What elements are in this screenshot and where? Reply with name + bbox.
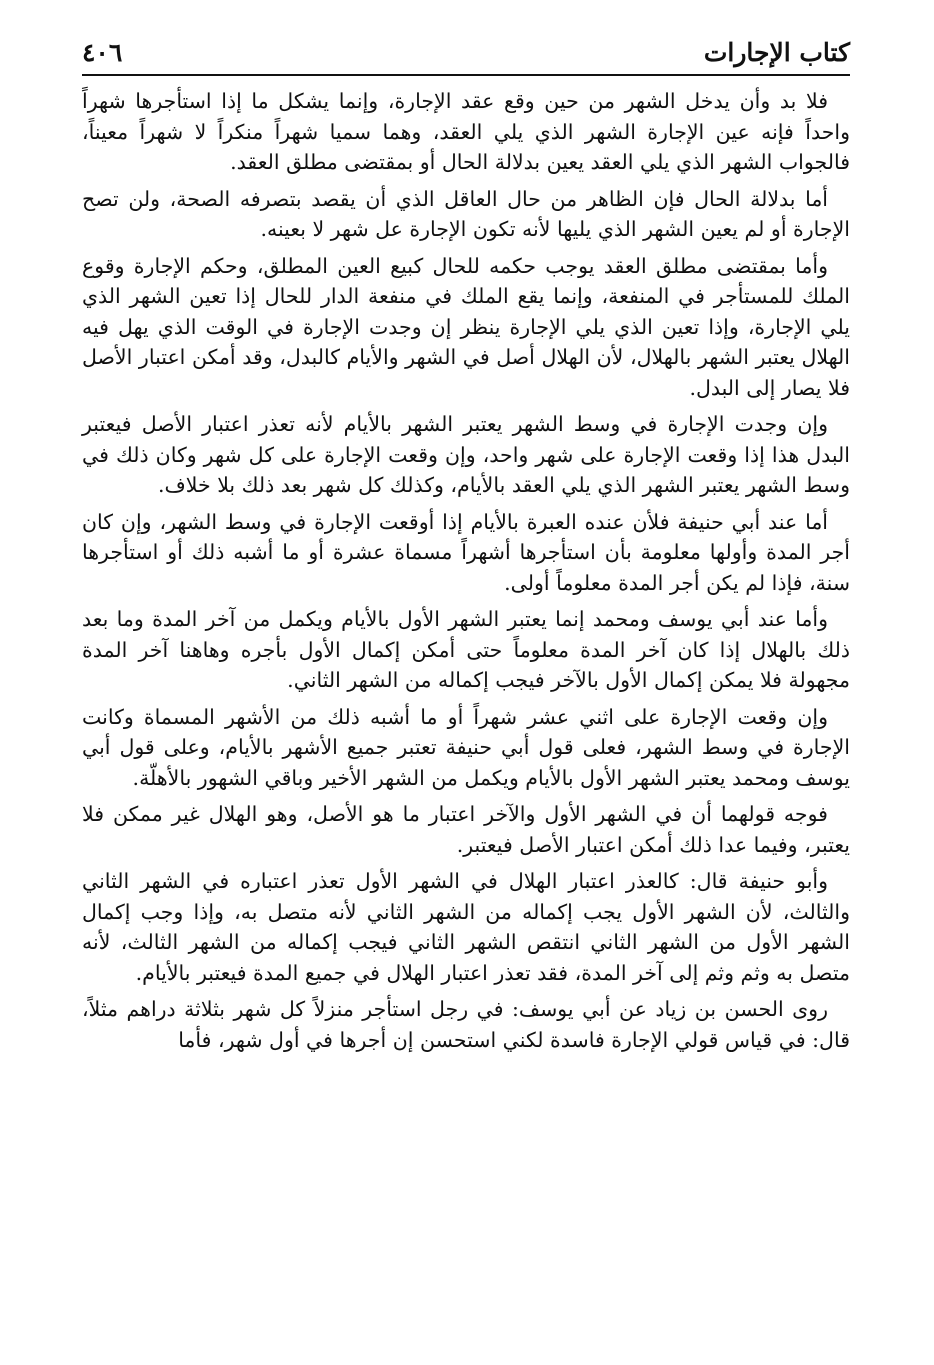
- paragraph: وأما بمقتضى مطلق العقد يوجب حكمه للحال كبيع العين المطلق، وحكم الإجارة وقوع الملك للمستأجر في المنفعة، وإنما يقع الملك في منفعة الدار للحال إذا تعين الشهر الذي يلي الإجارة، وإذا تعين الذي يلي الإجارة ينظر إن وجدت الإجارة في الوقت الذي يهل فيه الهلال يعتبر الشهر بالهلال، لأن الهلال أصل في الشهر والأيام كالبدل، وقد أمكن اعتبار الأصل فلا يصار إلى البدل.: [82, 253, 850, 400]
- page-header: [82, 30, 850, 76]
- paragraph: وأبو حنيفة قال: كالعذر اعتبار الهلال في الشهر الأول تعذر اعتباره في الشهر الثاني والثالث، لأن الشهر الأول يجب إكماله من الشهر الثاني لأنه متصل به، وإذا وجب إكمال الشهر الأول من الشهر الثاني انتقص الشهر الثاني فيجب إكماله من الشهر الثالث، لأنه متصل به وثم وثم إلى آخر المدة، فقد تعذر اعتبار الهلال في جميع المدة فيعتبر بالأيام.: [82, 869, 850, 985]
- paragraph: وإن وقعت الإجارة على اثني عشر شهراً أو ما أشبه ذلك من الأشهر المسماة وكانت الإجارة في وسط الشهر، فعلى قول أبي حنيفة تعتبر جميع الأشهر بالأيام، وعلى قول أبي يوسف ومحمد يعتبر الشهر الأول بالأيام ويكمل من الشهر الأخير وباقي الشهور بالأهلّة.: [82, 704, 850, 790]
- book-title: كتاب الإجارات: [703, 37, 850, 67]
- page-body: [82, 86, 850, 1061]
- paragraph: فلا بد وأن يدخل الشهر من حين وقع عقد الإجارة، وإنما يشكل ما إذا استأجرها شهراً واحداً فإنه عين الإجارة الشهر الذي يلي العقد، وهما سميا شهراً منكراً لا شهراً معيناً، فالجواب الشهر الذي يلي العقد يعين بدلالة الحال أو بمقتضى مطلق العقد.: [82, 89, 850, 174]
- paragraph: أما عند أبي حنيفة فلأن عنده العبرة بالأيام إذا أوقعت الإجارة في وسط الشهر، وإن كان أجر المدة وأولها معلومة بأن استأجرها أشهراً مسماة عشرة أو ما أشبه ذلك أو استأجرها سنة، فإذا لم يكن أجر المدة معلوماً أولى.: [82, 509, 850, 595]
- paragraph: روى الحسن بن زياد عن أبي يوسف: في رجل استأجر منزلاً كل شهر بثلاثة دراهم مثلاً، قال: في قياس قولي الإجارة فاسدة لكني استحسن إن أجرها في أول شهر، فأما: [82, 997, 850, 1052]
- paragraph: وإن وجدت الإجارة في وسط الشهر يعتبر الشهر بالأيام لأنه تعذر اعتبار الأصل فيعتبر البدل هذا إذا وقعت الإجارة على شهر واحد، وإن وقعت الإجارة على كل شهر وكان ذلك في وسط الشهر يعتبر الشهر الذي يلي العقد بالأيام، وكذلك كل شهر بعد ذلك بلا خلاف.: [82, 412, 850, 497]
- paragraph: فوجه قولهما أن في الشهر الأول والآخر اعتبار ما هو الأصل، وهو الهلال غير ممكن فلا يعتبر، وفيما عدا ذلك أمكن اعتبار الأصل فيعتبر.: [82, 802, 850, 857]
- paragraph: وأما عند أبي يوسف ومحمد إنما يعتبر الشهر الأول بالأيام ويكمل من آخر المدة وما بعد ذلك بالهلال إذا كان آخر المدة معلوماً حتى أمكن إكمال الأول بأجره وهاهنا آخر المدة مجهولة فلا يمكن إكمال الأول بالآخر فيجب إكماله من الشهر الثاني.: [82, 607, 850, 692]
- paragraph: أما بدلالة الحال فإن الظاهر من حال العاقل الذي أن يقصد بتصرفه الصحة، ولن تصح الإجارة أو لم يعين الشهر الذي يليها لأنه تكون الإجارة عل شهر لا بعينه.: [82, 186, 850, 241]
- page-number: ٤٠٦: [82, 37, 123, 67]
